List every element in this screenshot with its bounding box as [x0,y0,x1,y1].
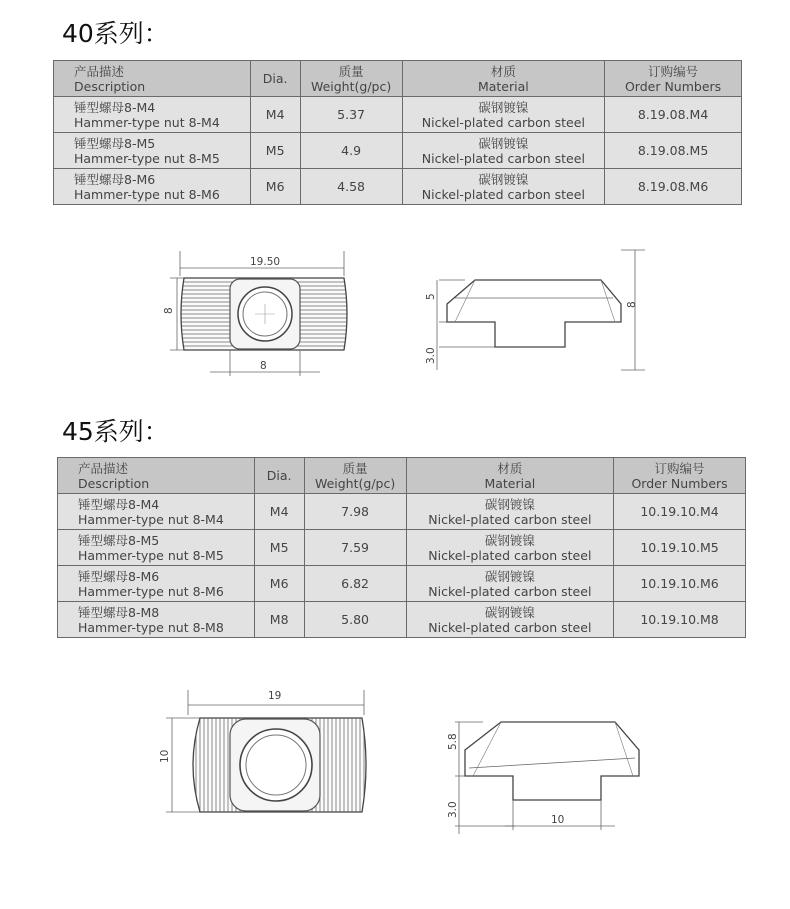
cell-weight: 7.98 [304,494,406,530]
dim-height-label: 10 [159,749,171,763]
cell-material: 碳钢镀镍 Nickel-plated carbon steel [406,566,614,602]
cell-order-number: 10.19.10.M8 [614,602,746,638]
cell-weight: 5.37 [300,97,402,133]
header-order-numbers: 订购编号 Order Numbers [614,458,746,494]
cell-order-number: 10.19.10.M4 [614,494,746,530]
dim-width-label: 19.50 [250,256,281,268]
table-header-row [54,61,742,97]
cell-description: 锤型螺母8-M5 Hammer-type nut 8-M5 [58,530,255,566]
cell-order-number: 8.19.08.M5 [605,133,742,169]
header-dia: Dia. [254,458,304,494]
dim-width-label: 19 [268,690,282,702]
table-header-row [58,458,746,494]
header-material: 材质 Material [406,458,614,494]
cell-dia: M4 [250,97,300,133]
cell-material: 碳钢镀镍 Nickel-plated carbon steel [402,133,605,169]
drawing-40-side-view [415,240,645,380]
table-row [54,97,742,133]
cell-material: 碳钢镀镍 Nickel-plated carbon steel [402,169,605,205]
header-order-numbers: 订购编号 Order Numbers [605,61,742,97]
cell-weight: 5.80 [304,602,406,638]
dim-side-bottom-label: 3.0 [425,347,437,364]
cell-description: 锤型螺母8-M4 Hammer-type nut 8-M4 [58,494,255,530]
cell-material: 碳钢镀镍 Nickel-plated carbon steel [406,602,614,638]
header-description: 产品描述 Description [54,61,251,97]
table-row [58,530,746,566]
cell-description: 锤型螺母8-M8 Hammer-type nut 8-M8 [58,602,255,638]
cell-weight: 4.9 [300,133,402,169]
cell-dia: M5 [250,133,300,169]
cell-material: 碳钢镀镍 Nickel-plated carbon steel [406,530,614,566]
cell-dia: M4 [254,494,304,530]
table-row [58,566,746,602]
cell-dia: M6 [250,169,300,205]
drawing-40-top-view [150,240,360,380]
dim-height-label: 8 [163,307,175,314]
series-45-title: 45系列： [62,417,169,446]
header-dia: Dia. [250,61,300,97]
cell-order-number: 10.19.10.M6 [614,566,746,602]
cell-weight: 7.59 [304,530,406,566]
header-description: 产品描述 Description [58,458,255,494]
table-row [58,494,746,530]
cell-description: 锤型螺母8-M5 Hammer-type nut 8-M5 [54,133,251,169]
dim-side-width-label: 10 [551,814,565,826]
cell-dia: M6 [254,566,304,602]
cell-description: 锤型螺母8-M6 Hammer-type nut 8-M6 [54,169,251,205]
table-row [54,133,742,169]
drawing-45-top-view [150,685,380,825]
table-row [58,602,746,638]
cell-material: 碳钢镀镍 Nickel-plated carbon steel [406,494,614,530]
cell-description: 锤型螺母8-M6 Hammer-type nut 8-M6 [58,566,255,602]
spec-table-40 [53,60,742,205]
cell-weight: 4.58 [300,169,402,205]
header-material: 材质 Material [402,61,605,97]
dim-side-top-label: 5.8 [447,733,459,750]
cell-dia: M8 [254,602,304,638]
cell-order-number: 10.19.10.M5 [614,530,746,566]
cell-material: 碳钢镀镍 Nickel-plated carbon steel [402,97,605,133]
dim-slot-label: 8 [260,360,267,372]
dim-side-bottom-label: 3.0 [447,801,459,818]
header-weight: 质量 Weight(g/pc) [304,458,406,494]
cell-order-number: 8.19.08.M6 [605,169,742,205]
cell-weight: 6.82 [304,566,406,602]
spec-table-45 [57,457,746,638]
dim-side-top-label: 5 [425,293,437,300]
header-weight: 质量 Weight(g/pc) [300,61,402,97]
cell-dia: M5 [254,530,304,566]
cell-description: 锤型螺母8-M4 Hammer-type nut 8-M4 [54,97,251,133]
dim-side-height-label: 8 [626,301,638,308]
table-row [54,169,742,205]
series-40-title: 40系列： [62,19,169,48]
cell-order-number: 8.19.08.M4 [605,97,742,133]
drawing-45-side-view [435,710,665,840]
